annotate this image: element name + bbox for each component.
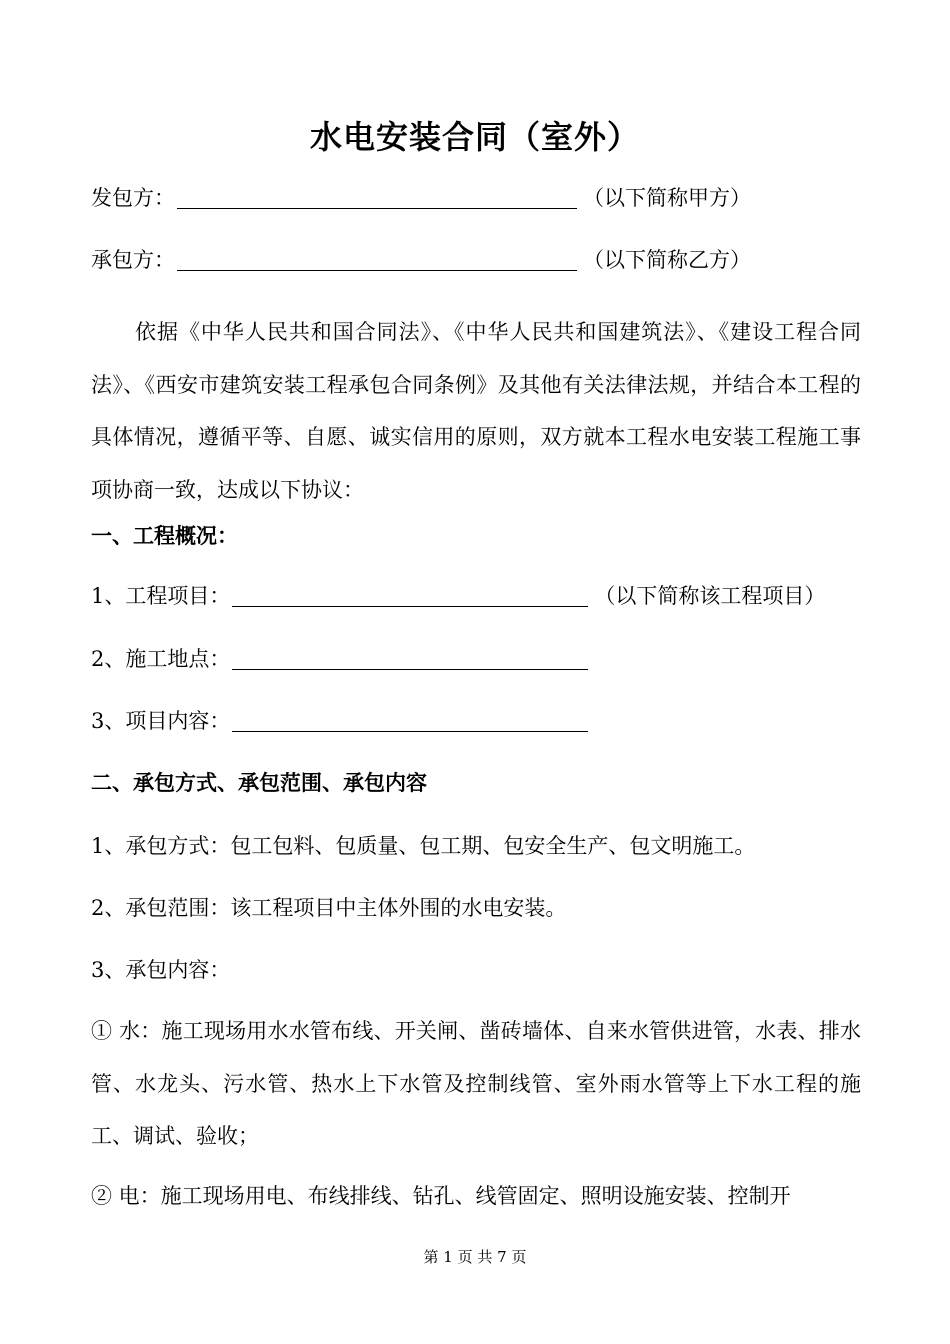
location-line (91, 644, 594, 674)
employer-blank (177, 186, 577, 209)
employer-label: 发包方： (91, 186, 175, 210)
project-note: （以下简称该工程项目） (594, 584, 826, 608)
project-line (91, 581, 825, 611)
electric-paragraph: ② 电：施工现场用电、布线排线、钻孔、线管固定、照明设施安装、控制开 (91, 1184, 791, 1208)
project-label: 1、工程项目： (91, 584, 231, 608)
contractor-note: （以下简称乙方） (583, 248, 751, 272)
water-paragraph: ① 水：施工现场用水水管布线、开关闸、凿砖墙体、自来水管供进管，水表、排水管、水龙头、污水管、热水上下水管及控制线管、室外雨水管等上下水工程的施工、调试、验收； (91, 1019, 861, 1148)
project-blank (232, 584, 588, 607)
location-blank (232, 647, 588, 670)
employer-note: （以下简称甲方） (583, 186, 751, 210)
contractor-blank (177, 248, 577, 271)
location-label: 2、施工地点： (91, 647, 231, 671)
contractor-line (91, 245, 751, 275)
content-line (91, 706, 594, 736)
contract-scope: 2、承包范围：该工程项目中主体外围的水电安装。 (91, 896, 567, 920)
employer-line (91, 183, 751, 213)
page-footer: 第 1 页 共 7 页 (423, 1248, 527, 1266)
content-label: 3、项目内容： (91, 709, 231, 733)
intro-paragraph: 依据《中华人民共和国合同法》、《中华人民共和国建筑法》、《建设工程合同法》、《西安市建筑安装工程承包合同条例》及其他有关法律法规，并结合本工程的具体情况，遵循平等、自愿、诚实信用的原则，双方就本工程水电安装工程施工事项协商一致，达成以下协议： (91, 320, 861, 502)
contractor-label: 承包方： (91, 248, 175, 272)
document-title: 水电安装合同（室外） (309, 118, 640, 156)
contract-method: 1、承包方式：包工包料、包质量、包工期、包安全生产、包文明施工。 (91, 834, 756, 858)
content-blank (232, 709, 588, 732)
section1-heading: 一、工程概况： (91, 524, 238, 548)
contract-content-label: 3、承包内容： (91, 958, 231, 982)
section2-heading: 二、承包方式、承包范围、承包内容 (91, 771, 427, 795)
